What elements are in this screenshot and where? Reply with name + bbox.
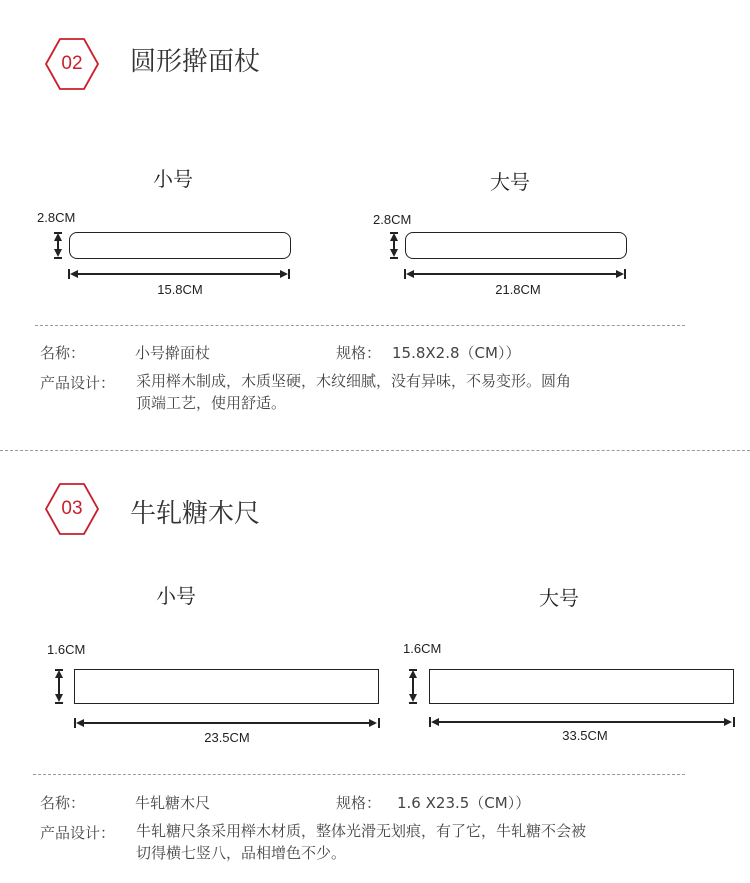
small-length-label: 15.8CM: [157, 282, 203, 297]
large-length-label: 33.5CM: [562, 728, 608, 743]
hexagon-badge-icon: [44, 36, 100, 92]
name-label: 名称：: [40, 794, 86, 812]
spec-label: 规格：: [336, 794, 382, 812]
large-rolling-pin-shape: [405, 232, 627, 259]
section-number: 03: [61, 498, 83, 519]
name-label: 名称：: [40, 344, 86, 362]
hexagon-badge-icon: [44, 481, 100, 537]
small-size-label: 小号: [156, 584, 196, 608]
small-height-label: 1.6CM: [47, 642, 86, 657]
design-line-1: 采用榉木制成，木质坚硬，木纹细腻，没有异味，不易变形。圆角: [136, 372, 572, 390]
large-height-label: 1.6CM: [403, 641, 442, 656]
large-size-label: 大号: [539, 586, 579, 610]
section-nougat-ruler: [0, 452, 750, 883]
section-title: 圆形擀面杖: [130, 47, 261, 77]
large-length-label: 21.8CM: [495, 282, 541, 297]
name-value: 牛轧糖木尺: [135, 794, 211, 812]
section-divider: [0, 450, 750, 451]
design-line-1: 牛轧糖尺条采用榉木材质，整体光滑无划痕，有了它，牛轧糖不会被: [136, 822, 587, 840]
small-size-label: 小号: [153, 167, 193, 191]
large-height-label: 2.8CM: [373, 212, 412, 227]
name-value: 小号擀面杖: [135, 344, 211, 362]
section-title: 牛轧糖木尺: [130, 499, 261, 529]
small-rolling-pin-shape: [69, 232, 291, 259]
design-label: 产品设计：: [40, 374, 116, 392]
spec-value: 15.8X2.8（CM））: [392, 344, 521, 362]
small-height-label: 2.8CM: [37, 210, 76, 225]
design-label: 产品设计：: [40, 824, 116, 842]
small-length-label: 23.5CM: [204, 730, 250, 745]
dashed-divider: [35, 325, 685, 326]
large-ruler-shape: [429, 669, 734, 704]
spec-label: 规格：: [336, 344, 382, 362]
section-number: 02: [61, 53, 83, 74]
dashed-divider: [33, 774, 685, 775]
small-ruler-shape: [74, 669, 379, 704]
design-line-2: 顶端工艺，使用舒适。: [136, 394, 287, 412]
large-size-label: 大号: [490, 170, 530, 194]
spec-value: 1.6 X23.5（CM））: [397, 794, 531, 812]
design-line-2: 切得横七竖八，品相增色不少。: [136, 844, 347, 862]
